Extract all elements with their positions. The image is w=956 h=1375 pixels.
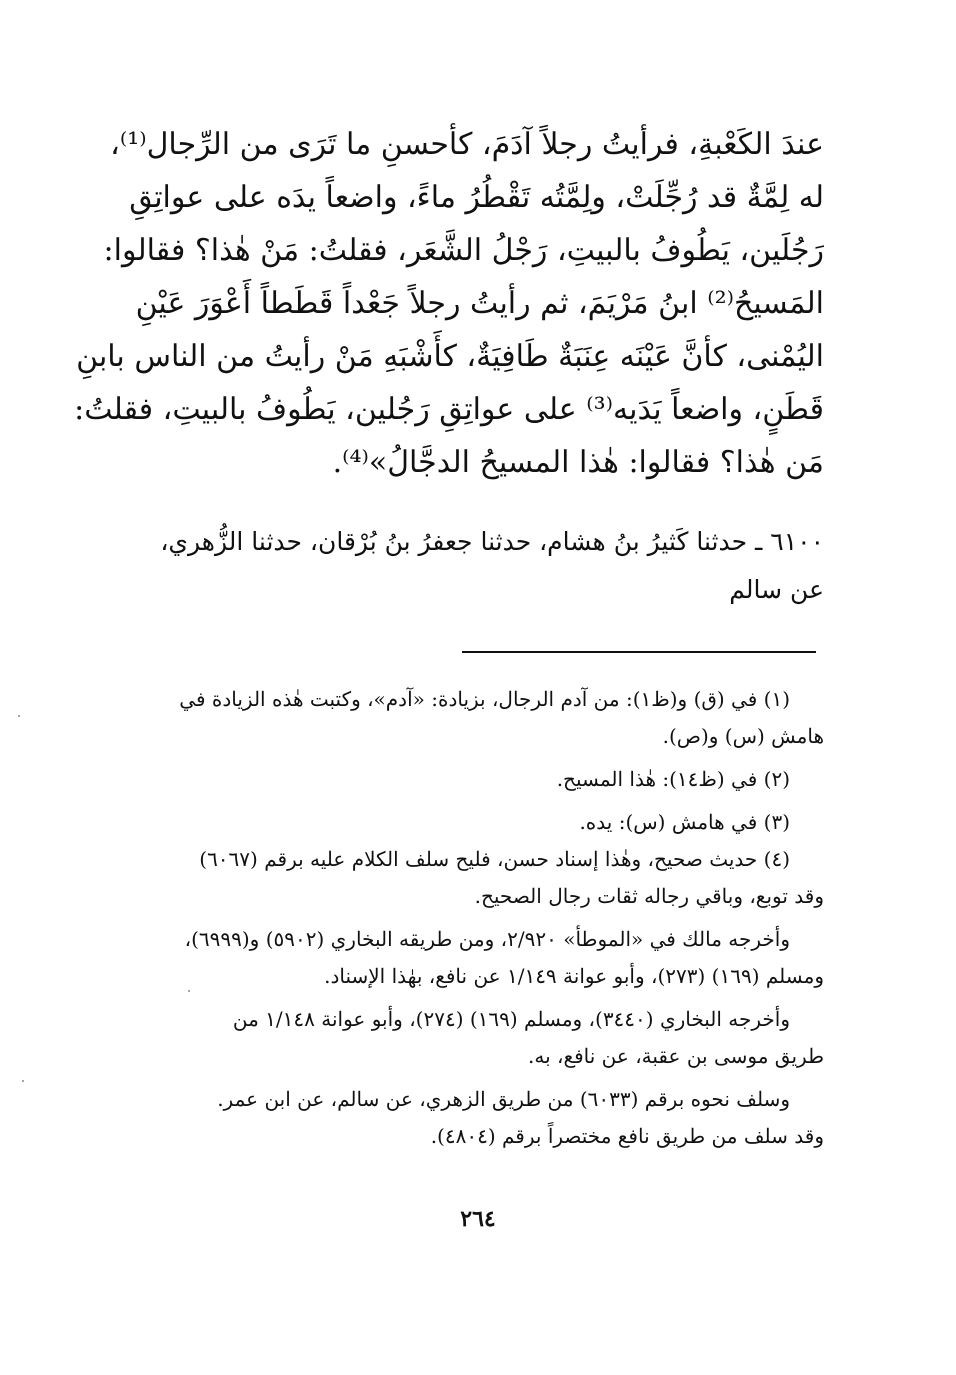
footnote-4 <box>112 841 824 915</box>
text-line: مَن هٰذا؟ فقالوا: هٰذا المسيحُ الدجَّالُ»⁽⁴⁾. <box>332 445 824 480</box>
footnote-line: (٣) في هامش (س): يده. <box>579 810 790 834</box>
text-line: ٦١٠٠ ـ حدثنا كَثيرُ بنُ هشام، حدثنا جعفرُ بنُ بُرْقان، حدثنا الزُّهري، <box>160 527 824 556</box>
text-line: رَجُلَين، يَطُوفُ بالبيتِ، رَجْلُ الشَّعَر، فقلتُ: مَنْ هٰذا؟ فقالوا: <box>103 233 824 268</box>
text-line: المَسيحُ⁽²⁾ ابنُ مَرْيَمَ، ثم رأيتُ رجلاً جَعْداً قَطَطاً أَعْوَرَ عَيْنِ <box>135 286 824 321</box>
footnotes <box>112 681 824 1155</box>
text-line: عن سالم <box>729 575 824 604</box>
footnote-line: (٤) حديث صحيح، وهٰذا إسناد حسن، فليح سلف الكلام عليه برقم (٦٠٦٧) <box>199 847 790 871</box>
text-line: عندَ الكَعْبةِ، فرأيتُ رجلاً آدَمَ، كأحسنِ ما تَرَى من الرِّجال⁽¹⁾، <box>110 127 824 162</box>
footnote-line: طريق موسى بن عقبة، عن نافع، به. <box>528 1044 824 1068</box>
footnote-line: هامش (س) و(ص). <box>662 724 824 748</box>
hadith-body-text <box>74 118 824 489</box>
text-line: له لِمَّةٌ قد رُجِّلَتْ، ولِمَّتُه تَقْطُرُ ماءً، واضعاً يدَه على عواتِقِ <box>129 180 824 215</box>
hadith-6100 <box>112 518 824 614</box>
footnote-line: وأخرجه مالك في «الموطأ» ٢/٩٢٠، ومن طريقه البخاري (٥٩٠٢) و(٦٩٩٩)، <box>184 927 790 951</box>
footnote-4-paragraph <box>112 921 824 995</box>
footnote-4-paragraph <box>112 1081 824 1155</box>
scan-speck <box>188 990 190 992</box>
footnote-line: (١) في (ق) و(ظ١): من آدم الرجال، بزيادة: «آدم»، وكتبت هٰذه الزيادة في <box>179 687 790 711</box>
footnote-2 <box>112 761 824 798</box>
text-line: اليُمْنى، كأنَّ عَيْنَه عِنَبَةٌ طَافِيَةٌ، كأَشْبَهِ مَنْ رأيتُ من الناس بابنِ <box>76 339 824 374</box>
footnote-line: وقد توبع، وباقي رجاله ثقات رجال الصحيح. <box>474 884 824 908</box>
footnote-line: وقد سلف من طريق نافع مختصراً برقم (٤٨٠٤). <box>430 1124 824 1148</box>
footnote-line: ومسلم (١٦٩) (٢٧٣)، وأبو عوانة ١/١٤٩ عن نافع، بهٰذا الإسناد. <box>324 964 824 988</box>
page-number: ٢٦٤ <box>460 1206 496 1232</box>
scan-speck <box>22 1080 24 1082</box>
footnote-4-paragraph <box>112 1001 824 1075</box>
footnote-line: (٢) في (ظ١٤): هٰذا المسيح. <box>556 767 790 791</box>
text-line: قَطَنٍ، واضعاً يَدَيه⁽³⁾ على عواتِقِ رَجُلين، يَطُوفُ بالبيتِ، فقلتُ: <box>74 392 824 427</box>
footnote-3 <box>112 804 824 841</box>
footnote-separator <box>462 651 816 653</box>
footnote-1 <box>112 681 824 755</box>
scan-speck <box>18 715 20 717</box>
footnote-line: وسلف نحوه برقم (٦٠٣٣) من طريق الزهري، عن سالم، عن ابن عمر. <box>217 1087 790 1111</box>
footnote-line: وأخرجه البخاري (٣٤٤٠)، ومسلم (١٦٩) (٢٧٤)، وأبو عوانة ١/١٤٨ من <box>232 1007 790 1031</box>
